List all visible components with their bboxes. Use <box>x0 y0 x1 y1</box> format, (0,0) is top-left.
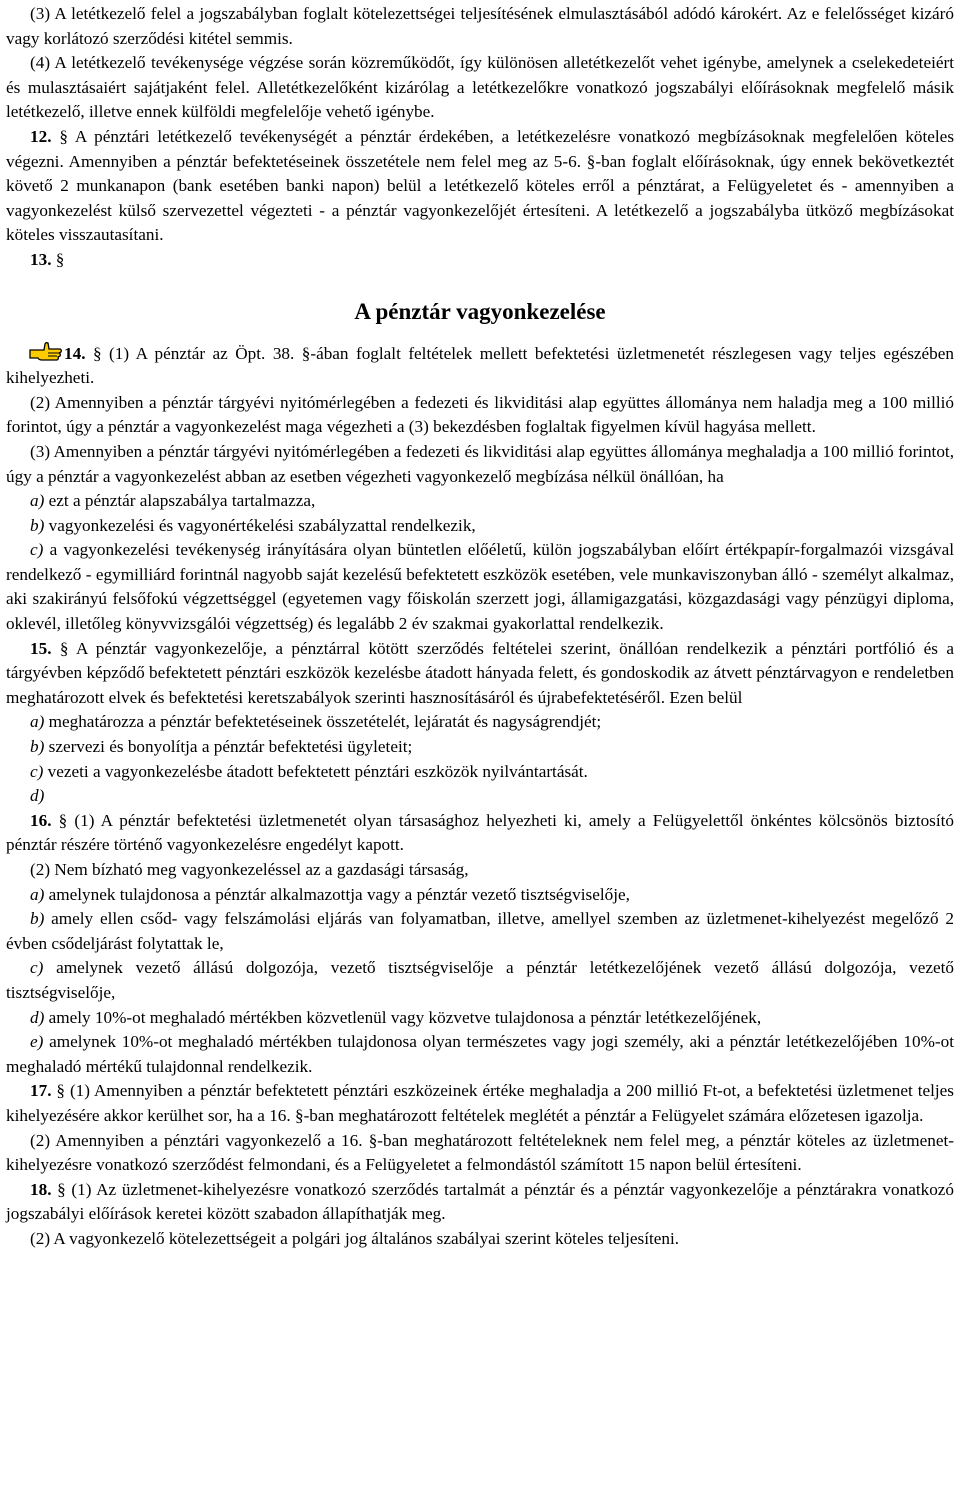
item-text: vagyonkezelési és vagyonértékelési szabályzattal rendelkezik, <box>48 515 476 535</box>
section-17-2: (2) Amennyiben a pénztári vagyonkezelő a 16. §-ban meghatározott feltételeknek nem felel meg, a pénztár köteles az üzletmenet-kihelyezésre vonatkozó szerződést felmondani, és a Felügyeletet a felmondástól számított 15 napon belül értesíteni. <box>6 1130 954 1175</box>
section-13 <box>6 248 954 273</box>
section-14 <box>6 341 954 391</box>
item-letter: a) <box>30 712 45 732</box>
section-16-text: (1) A pénztár befektetési üzletmenetét olyan társasághoz helyezheti ki, amely a Felügyelettől önkéntes kölcsönös biztosító pénztár részére történő vagyonkezelésre engedélyt kapott. <box>6 810 955 855</box>
section-18-2: (2) A vagyonkezelő kötelezettségeit a polgári jog általános szabályai szerint köteles teljesíteni. <box>30 1228 680 1248</box>
section-number-18: 18. <box>30 1179 52 1199</box>
section-16-e <box>6 1030 954 1079</box>
section-16-b <box>6 907 954 956</box>
section-number-14: 14. <box>64 343 86 363</box>
section-sign-link-16[interactable]: § <box>58 810 68 830</box>
section-15-a <box>6 710 954 735</box>
section-number-15: 15. <box>30 638 52 658</box>
pointing-hand-icon[interactable] <box>28 341 64 363</box>
section-number-12: 12. <box>30 126 52 146</box>
section-15-c <box>6 760 954 785</box>
section-number-16: 16. <box>30 810 52 830</box>
section-number-17: 17. <box>30 1081 52 1101</box>
section-12 <box>6 125 954 248</box>
section-16-c <box>6 956 954 1005</box>
item-letter: a) <box>30 491 45 511</box>
section-14-text: (1) A pénztár az Öpt. 38. §-ában foglalt feltételek mellett befektetési üzletmenetét részlegesen vagy teljes egészében kihelyezheti. <box>6 343 954 388</box>
section-15 <box>6 637 954 711</box>
item-text: amelynek tulajdonosa a pénztár alkalmazottja vagy a pénztár vezető tisztségviselője, <box>48 884 630 904</box>
item-text: amelynek 10%-ot meghaladó mértékben tulajdonosa olyan természetes vagy jogi személy, aki a pénztár letétkezelőjében 10%-ot meghaladó mértékű tulajdonnal rendelkezik. <box>6 1032 955 1076</box>
section-sign-link-12[interactable]: § <box>59 126 68 146</box>
item-letter: c) <box>30 761 44 781</box>
section-14-a <box>6 489 954 514</box>
section-sign-link-13[interactable]: § <box>55 249 65 269</box>
item-letter: a) <box>30 884 45 904</box>
section-14-3: (3) Amennyiben a pénztár tárgyévi nyitómérlegében a fedezeti és likviditási alap együttes állománya meghaladja a 100 millió forintot, úgy a pénztár a vagyonkezelést abban az esetben végezheti vagyonkezelő megbízása nélkül önállóan, ha <box>6 441 954 486</box>
item-letter: b) <box>30 737 45 757</box>
item-text: ezt a pénztár alapszabálya tartalmazza, <box>48 491 316 511</box>
section-14-b <box>6 514 954 539</box>
section-12-text: A pénztári letétkezelő tevékenységét a pénztár érdekében, a letétkezelésre vonatkozó megbízásoknak megfelelően köteles végezni. Amennyiben a pénztár befektetéseinek összetétele nem felel meg az 5-6. §-ban foglalt előírásoknak, úgy ennek bekövetkeztét követő 2 munkanapon (bank esetében banki napon) belül a letétkezelő köteles erről a pénztárat, a Felügyeletet és - amennyiben a vagyonkezelést külső szervezettel végezteti - a pénztár vagyonkezelőjét értesíteni. A letétkezelő a jogszabályba ütköző megbízásokat köteles visszautasítani. <box>6 126 955 245</box>
chapter-heading: A pénztár vagyonkezelése <box>354 298 606 324</box>
section-18 <box>6 1178 954 1227</box>
item-text: amely ellen csőd- vagy felszámolási eljárás van folyamatban, illetve, amellyel szemben az üzletmenet-kihelyezést megelőző 2 évben csődeljárást folytattak le, <box>6 909 955 953</box>
section-17 <box>6 1079 954 1128</box>
item-text: amely 10%-ot meghaladó mértékben közvetlenül vagy közvetve tulajdonosa a pénztár letétkezelőjének, <box>48 1007 762 1027</box>
section-15-text: A pénztár vagyonkezelője, a pénztárral kötött szerződés feltételei szerint, önállóan rendelkezik a pénztári portfólió és a tárgyévben képződő befektetett pénztári eszközök kezelésbe átadott hányada felett, és gondoskodik az átvett pénztárvagyon e rendeletben meghatározott elvek és befektetési keretszabályok szerinti hasznosításáról és újrabefektetéséről. Ezen belül <box>6 638 954 707</box>
item-letter: d) <box>30 1007 45 1027</box>
section-16 <box>6 809 954 858</box>
item-letter: d) <box>30 786 45 806</box>
section-16-2: (2) Nem bízható meg vagyonkezeléssel az a gazdasági társaság, <box>30 860 469 879</box>
section-15-d <box>6 784 954 809</box>
paragraph-11-3: (3) A letétkezelő felel a jogszabályban foglalt kötelezettségei teljesítésének elmulasztásából adódó károkért. Az e felelősséget kizáró vagy korlátozó szerződési kitétel semmis. <box>6 4 954 48</box>
section-18-text: (1) Az üzletmenet-kihelyezésre vonatkozó szerződés tartalmát a pénztár és a pénztár vagyonkezelője a pénztárakra vonatkozó jogszabályi előírások keretei között szabadon állapíthatják meg. <box>6 1179 955 1224</box>
item-text: amelynek vezető állású dolgozója, vezető tisztségviselője a pénztár letétkezelőjének vezető állású dolgozója, vezető tisztségviselője, <box>6 958 955 1002</box>
item-letter: b) <box>30 515 45 535</box>
section-14-2: (2) Amennyiben a pénztár tárgyévi nyitómérlegében a fedezeti és likviditási alap együttes állománya nem haladja meg a 100 millió forintot, úgy a pénztár a vagyonkezelést maga végezheti a (3) bekezdésben foglaltak figyelmen kívül hagyása mellett. <box>6 392 954 437</box>
item-letter: c) <box>30 540 44 560</box>
item-letter: b) <box>30 909 45 929</box>
section-16-a <box>6 883 954 908</box>
item-text: a vagyonkezelési tevékenység irányítására olyan büntetlen előéletű, külön jogszabályban előírt értékpapír-forgalmazói vizsgával rendelkező - egymilliárd forintnál nagyobb saját kezelésű befektetett eszközök esetében, vele munkaviszonyban álló - személyt alkalmaz, aki szakirányú felsőfokú végzettséggel (egyetemen vagy főiskolán szerzett jogi, államigazgatási, közgazdasági vagy pénzügyi diploma, oklevél, illetőleg könyvvizsgálói végzettség) és legalább 2 év szakmai gyakorlattal rendelkezik. <box>6 540 955 634</box>
item-text: meghatározza a pénztár befektetéseinek összetételét, lejáratát és nagyságrendjét; <box>48 712 602 732</box>
item-text: szervezi és bonyolítja a pénztár befektetési ügyleteit; <box>48 737 413 757</box>
section-15-b <box>6 735 954 760</box>
section-sign-link-15[interactable]: § <box>59 638 69 658</box>
section-16-d <box>6 1006 954 1031</box>
section-sign-link-14[interactable]: § <box>92 343 102 363</box>
item-letter: e) <box>30 1032 44 1052</box>
section-17-text: (1) Amennyiben a pénztár befektetett pénztári eszközeinek értéke meghaladja a 200 millió Ft-ot, a befektetési üzletmenet teljes kihelyezésére akkor kerülhet sor, ha a 16. §-ban meghatározott feltételek meglétét a pénztár a Felügyelet számára előzetesen igazolja. <box>6 1081 954 1125</box>
section-14-c <box>6 538 954 636</box>
item-text: vezeti a vagyonkezelésbe átadott befektetett pénztári eszközök nyilvántartását. <box>47 761 588 781</box>
section-sign-link-18[interactable]: § <box>57 1179 66 1199</box>
item-letter: c) <box>30 958 44 978</box>
paragraph-11-4: (4) A letétkezelő tevékenysége végzése során közreműködőt, így különösen alletétkezelőt vehet igénybe, amelynek a cselekedeteiért és mulasztásaiért sajátjaként felel. Alletétkezelőként kizárólag a letétkezelőkre vonatkozó jogszabályi előírásoknak megfelelő másik letétkezelő, illetve ennek külföldi megfelelője vehető igénybe. <box>6 53 954 122</box>
section-sign-link-17[interactable]: § <box>56 1081 66 1101</box>
section-number-13: 13. <box>30 249 52 269</box>
